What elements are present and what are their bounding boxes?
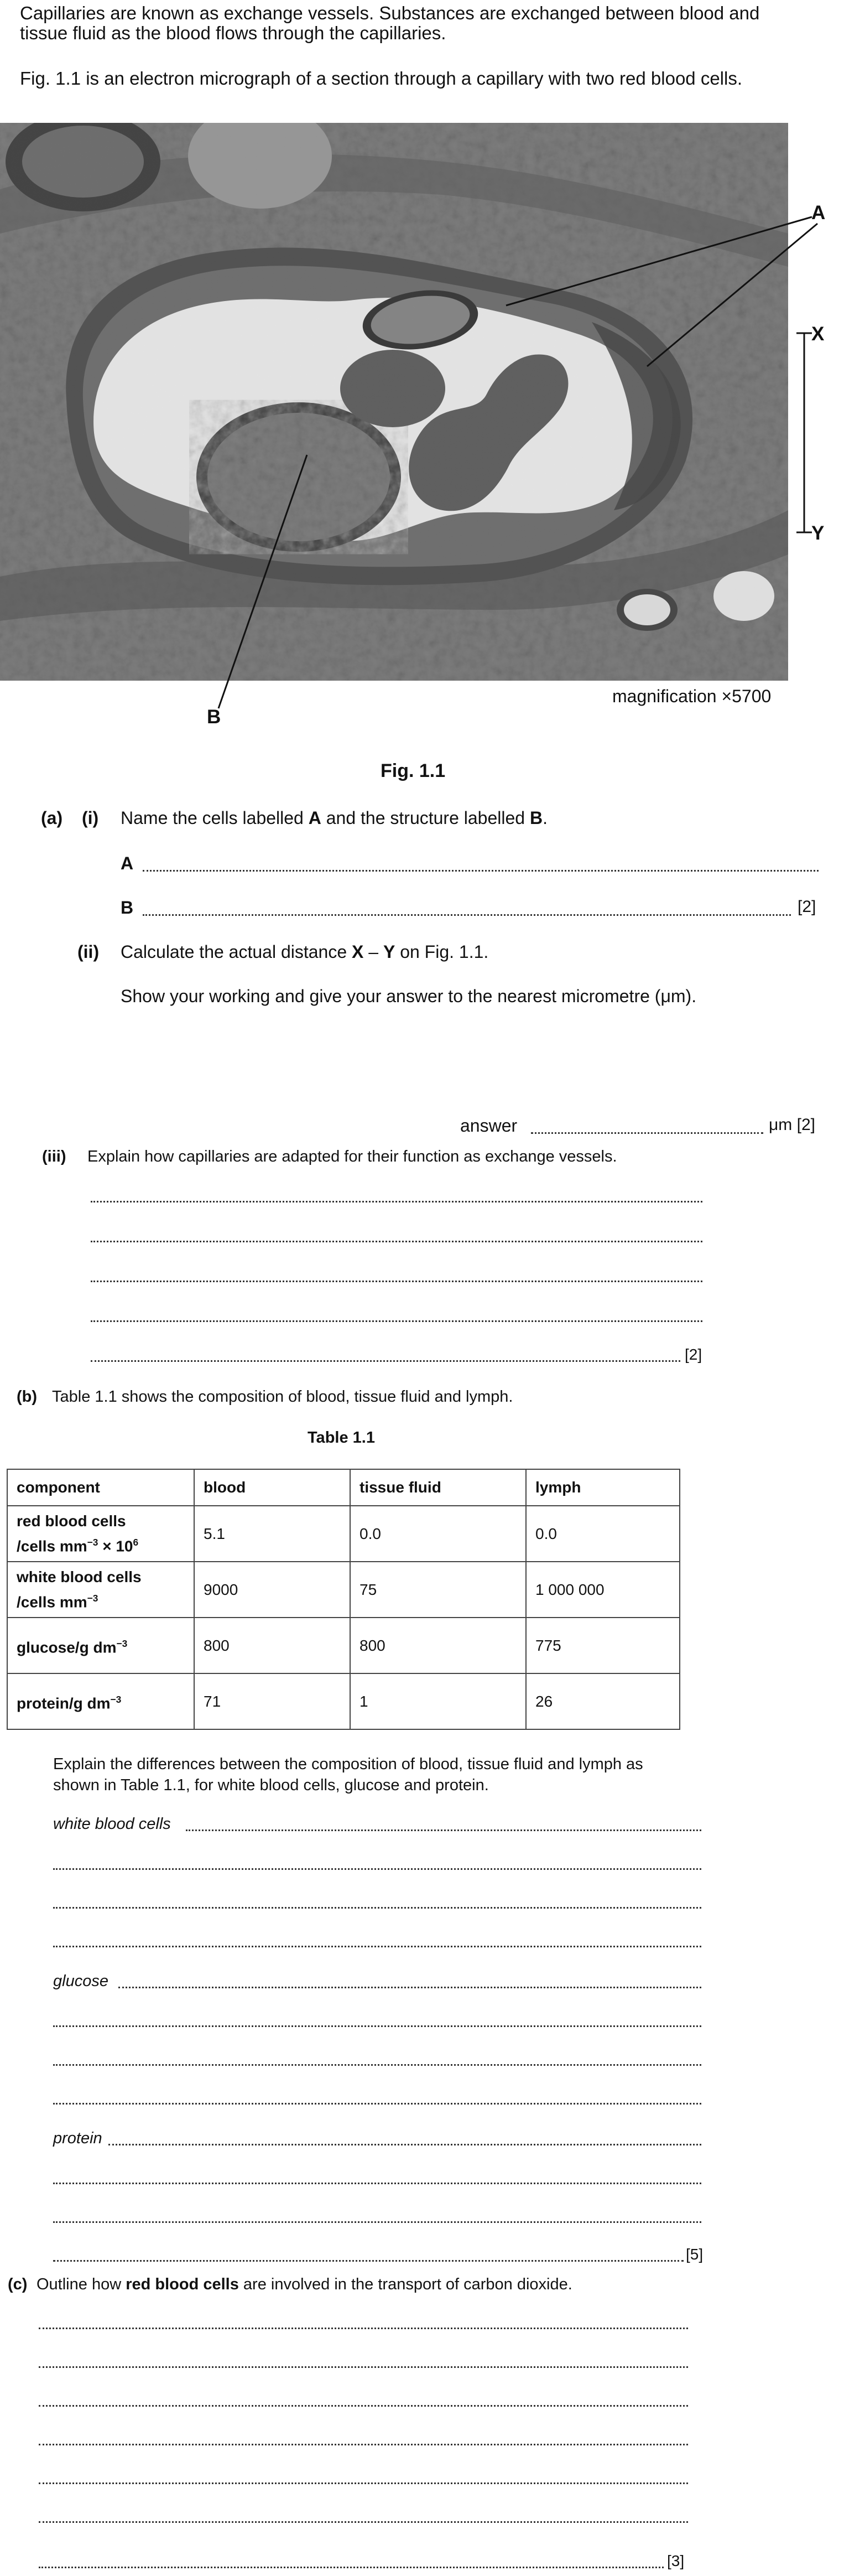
cell-lymph: 26 [526, 1673, 680, 1729]
label-y: Y [811, 522, 825, 544]
part-c-label: (c) [8, 2276, 28, 2293]
explain-line-2: shown in Table 1.1, for white blood cells, glucose and protein. [53, 1776, 489, 1794]
table-title: Table 1.1 [308, 1429, 375, 1447]
intro-line-1: Capillaries are known as exchange vessels. Substances are exchanged between blood and [20, 3, 760, 23]
answer-line-wbc-4[interactable] [53, 1946, 701, 1947]
table-row [7, 1506, 680, 1562]
table-row [7, 1618, 680, 1673]
marks-b: [5] [686, 2246, 704, 2263]
row-label-protein: protein/g $dm^{-3}$ [7, 1673, 194, 1729]
instruction-a-ii: Show your working and give your answer to the nearest micrometre (μm). [121, 986, 697, 1006]
answer-line-iii-1[interactable] [91, 1201, 702, 1203]
answer-line-wbc-3[interactable] [53, 1907, 701, 1909]
figure-caption: Fig. 1.1 [381, 760, 446, 781]
answer-line-iii-5[interactable] [91, 1360, 680, 1362]
answer-line-wbc-2[interactable] [53, 1868, 701, 1870]
label-x: X [811, 323, 825, 345]
row-label-glucose: glucose/g $dm^{-3}$ [7, 1618, 194, 1673]
row-label-wbc: white blood cells /cells $mm^{-3}$ [7, 1562, 194, 1618]
answer-line-c-7[interactable] [39, 2567, 664, 2568]
answer-line-protein-1[interactable] [108, 2144, 701, 2145]
cell-lymph: 1 000 000 [526, 1562, 680, 1618]
table-row [7, 1562, 680, 1618]
header-blood: blood [194, 1469, 350, 1506]
table-row [7, 1673, 680, 1729]
question-a-iii: Explain how capillaries are adapted for their function as exchange vessels. [87, 1148, 617, 1165]
glucose-label: glucose [53, 1972, 108, 1990]
answer-line-iii-2[interactable] [91, 1241, 702, 1242]
label-b: B [207, 706, 221, 728]
magnification: magnification ×5700 [612, 686, 772, 706]
part-b-label: (b) [17, 1388, 38, 1406]
label-a: A [811, 202, 826, 224]
answer-line-glucose-3[interactable] [53, 2064, 701, 2066]
cell-blood: 5.1 [194, 1506, 350, 1562]
marks-a-i: [2] [798, 898, 816, 916]
cell-lymph: 775 [526, 1618, 680, 1673]
answer-line-ii[interactable] [531, 1132, 763, 1134]
answer-line-c-2[interactable] [39, 2366, 688, 2368]
header-component: component [7, 1469, 194, 1506]
answer-line-glucose-2[interactable] [53, 2025, 701, 2027]
question-a-i: Name the cells labelled A and the structure labelled B. [121, 808, 548, 828]
question-c: Outline how red blood cells are involved in the transport of carbon dioxide. [37, 2276, 572, 2293]
table-header-row [7, 1469, 680, 1506]
answer-line-wbc-1[interactable] [186, 1829, 701, 1831]
answer-line-glucose-4[interactable] [53, 2103, 701, 2105]
header-lymph: lymph [526, 1469, 680, 1506]
answer-b-label: B [121, 898, 134, 918]
answer-line-c-5[interactable] [39, 2482, 688, 2484]
intro-line-2: tissue fluid as the blood flows through the capillaries. [20, 23, 446, 43]
answer-line-a[interactable] [143, 870, 819, 872]
marks-a-iii: [2] [685, 1346, 702, 1363]
cell-blood: 9000 [194, 1562, 350, 1618]
answer-line-c-6[interactable] [39, 2521, 688, 2523]
part-a-label: (a) [41, 808, 63, 828]
answer-line-b[interactable] [143, 914, 791, 916]
wbc-label: white blood cells [53, 1815, 171, 1833]
figure-intro: Fig. 1.1 is an electron micrograph of a section through a capillary with two red blood cells. [20, 68, 742, 89]
answer-line-protein-3[interactable] [53, 2221, 701, 2223]
answer-line-glucose-1[interactable] [118, 1987, 701, 1988]
sub-ii-label: (ii) [77, 942, 100, 962]
explain-line-1: Explain the differences between the composition of blood, tissue fluid and lymph as [53, 1755, 643, 1773]
answer-line-c-1[interactable] [39, 2328, 688, 2329]
part-b-intro: Table 1.1 shows the composition of blood, tissue fluid and lymph. [52, 1388, 513, 1406]
cell-tissue: 0.0 [350, 1506, 526, 1562]
answer-line-c-3[interactable] [39, 2405, 688, 2407]
capillary-micrograph [0, 123, 844, 748]
answer-label: answer [460, 1116, 518, 1136]
answer-line-protein-2[interactable] [53, 2183, 701, 2184]
cell-tissue: 75 [350, 1562, 526, 1618]
answer-unit-marks: μm [2] [769, 1116, 815, 1134]
composition-table [7, 1469, 680, 1730]
question-a-ii: Calculate the actual distance X – Y on Fig. 1.1. [121, 942, 489, 962]
cell-tissue: 1 [350, 1673, 526, 1729]
header-tissue-fluid: tissue fluid [350, 1469, 526, 1506]
cell-tissue: 800 [350, 1618, 526, 1673]
answer-a-label: A [121, 853, 134, 873]
cell-blood: 800 [194, 1618, 350, 1673]
answer-line-iii-4[interactable] [91, 1320, 702, 1322]
row-label-rbc: red blood cells /cells $mm^{-3} \times 10^6$ [7, 1506, 194, 1562]
cell-blood: 71 [194, 1673, 350, 1729]
protein-label: protein [53, 2129, 102, 2147]
answer-line-protein-4[interactable] [53, 2260, 684, 2262]
cell-lymph: 0.0 [526, 1506, 680, 1562]
marks-c: [3] [667, 2552, 685, 2569]
sub-i-label: (i) [82, 808, 99, 828]
answer-line-c-4[interactable] [39, 2444, 688, 2445]
sub-iii-label: (iii) [42, 1148, 66, 1165]
answer-line-iii-3[interactable] [91, 1281, 702, 1282]
